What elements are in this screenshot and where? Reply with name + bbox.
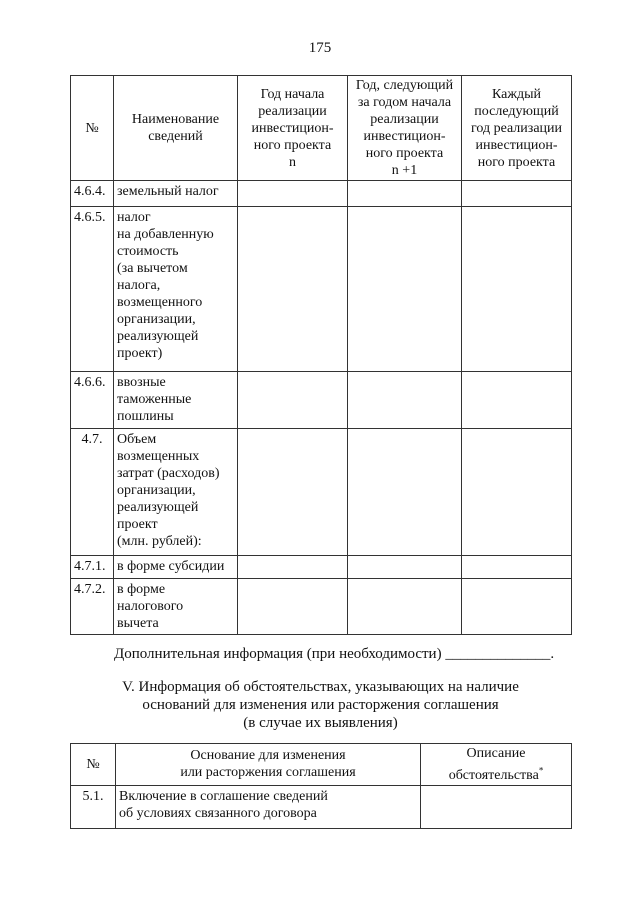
text-line: налогового xyxy=(117,599,184,614)
text-line: (млн. рублей): xyxy=(117,534,202,549)
text-line: ного проекта xyxy=(477,154,556,170)
value-cell xyxy=(462,207,572,372)
text-line: инвестицион- xyxy=(363,129,446,144)
text-line: вычета xyxy=(117,616,159,631)
row-label xyxy=(114,207,238,372)
value-cell xyxy=(238,579,348,635)
text-line: инвестицион- xyxy=(475,137,558,153)
header-each-following-year xyxy=(462,76,572,181)
text-line: реализующей xyxy=(117,329,199,344)
row-label xyxy=(116,785,421,828)
value-cell xyxy=(238,556,348,579)
table-row xyxy=(71,181,572,207)
text-line: организации, xyxy=(117,483,196,498)
additional-info-line: Дополнительная информация (при необходимости) ______________. xyxy=(114,646,555,662)
row-number: 4.6.4. xyxy=(71,181,114,207)
row-label xyxy=(114,579,238,635)
table-row xyxy=(71,429,572,556)
value-cell xyxy=(348,429,462,556)
text-line: Каждый xyxy=(491,86,542,102)
text-line: ного проекта xyxy=(365,146,444,161)
row-number: 5.1. xyxy=(71,785,116,828)
row-number: 4.6.5. xyxy=(71,207,114,372)
text-line: n +1 xyxy=(391,163,418,178)
text-line: реализующей xyxy=(117,500,199,515)
text-line: в форме субсидии xyxy=(117,559,225,574)
header-basis xyxy=(116,744,421,786)
text-line: V. Информация об обстоятельствах, указывающих на наличие xyxy=(122,679,519,695)
row-label xyxy=(114,556,238,579)
footnote-mark: * xyxy=(538,765,544,775)
text-line: последующий xyxy=(474,103,559,119)
text-line: инвестицион- xyxy=(251,120,334,136)
text-line: Год начала xyxy=(260,86,325,102)
header-description xyxy=(421,744,572,786)
row-number: 4.7. xyxy=(71,429,114,556)
section-5-title xyxy=(70,678,571,732)
text-line: (за вычетом xyxy=(117,261,188,276)
table-row xyxy=(71,556,572,579)
value-cell xyxy=(348,207,462,372)
text-line: сведений xyxy=(148,129,203,144)
row-number: 4.7.2. xyxy=(71,579,114,635)
value-cell xyxy=(462,429,572,556)
value-cell xyxy=(348,181,462,207)
text-line: пошлины xyxy=(117,409,174,424)
text-line: или расторжения соглашения xyxy=(180,765,356,781)
text-line: в форме xyxy=(117,582,166,597)
text-line: проект xyxy=(117,517,158,532)
header-description-text xyxy=(449,746,544,783)
header-start-year xyxy=(238,76,348,181)
table-row xyxy=(71,372,572,429)
text-line: возмещенного xyxy=(117,295,203,310)
header-next-year xyxy=(348,76,462,181)
page-number: 175 xyxy=(308,40,332,56)
text-line: оснований для изменения или расторжения соглашения xyxy=(142,697,499,713)
value-cell xyxy=(462,579,572,635)
row-number: 4.6.6. xyxy=(71,372,114,429)
table-row xyxy=(71,785,572,828)
row-label xyxy=(114,429,238,556)
table-header-row xyxy=(71,744,572,786)
row-label xyxy=(114,372,238,429)
text-line: проект) xyxy=(117,346,163,361)
text-line: земельный налог xyxy=(117,184,219,199)
table-row xyxy=(71,579,572,635)
value-cell xyxy=(238,207,348,372)
header-num: № xyxy=(71,744,116,786)
text-line: Включение в соглашение сведений xyxy=(119,788,328,804)
text-line: год реализации xyxy=(470,120,563,136)
value-cell xyxy=(348,372,462,429)
text-line: возмещенных xyxy=(117,449,200,464)
row-number: 4.7.1. xyxy=(71,556,114,579)
value-cell xyxy=(462,372,572,429)
table-row xyxy=(71,207,572,372)
text-line: налог xyxy=(117,210,151,225)
value-cell xyxy=(238,372,348,429)
header-num: № xyxy=(71,76,114,181)
row-label xyxy=(114,181,238,207)
text-line: налога, xyxy=(117,278,161,293)
text-line: Основание для изменения xyxy=(190,748,346,764)
value-cell xyxy=(462,181,572,207)
value-cell xyxy=(421,785,572,828)
table-header-row xyxy=(71,76,572,181)
text-line: n xyxy=(289,154,296,170)
value-cell xyxy=(238,429,348,556)
text-line: затрат (расходов) xyxy=(117,466,220,481)
text-line: стоимость xyxy=(117,244,179,259)
value-cell xyxy=(462,556,572,579)
text-line: таможенные xyxy=(117,392,192,407)
text-line: за годом начала xyxy=(357,95,452,110)
text-line: реализации xyxy=(370,112,439,127)
text-line: реализации xyxy=(258,103,327,119)
text-line: (в случае их выявления) xyxy=(243,715,398,731)
text-line: об условиях связанного договора xyxy=(119,805,317,821)
text-line: ввозные xyxy=(117,375,166,390)
value-cell xyxy=(348,579,462,635)
investment-info-table xyxy=(70,75,572,635)
text-line: ного проекта xyxy=(253,137,332,153)
value-cell xyxy=(238,181,348,207)
circumstances-table xyxy=(70,743,572,829)
text-line: обстоятельства xyxy=(448,767,539,783)
text-line: Год, следующий xyxy=(355,78,454,93)
text-line: Объем xyxy=(117,432,157,447)
header-name xyxy=(114,76,238,181)
text-line: организации, xyxy=(117,312,196,327)
text-line: на добавленную xyxy=(117,227,214,242)
text-line: Описание xyxy=(466,746,526,761)
text-line: Наименование xyxy=(131,112,220,127)
value-cell xyxy=(348,556,462,579)
